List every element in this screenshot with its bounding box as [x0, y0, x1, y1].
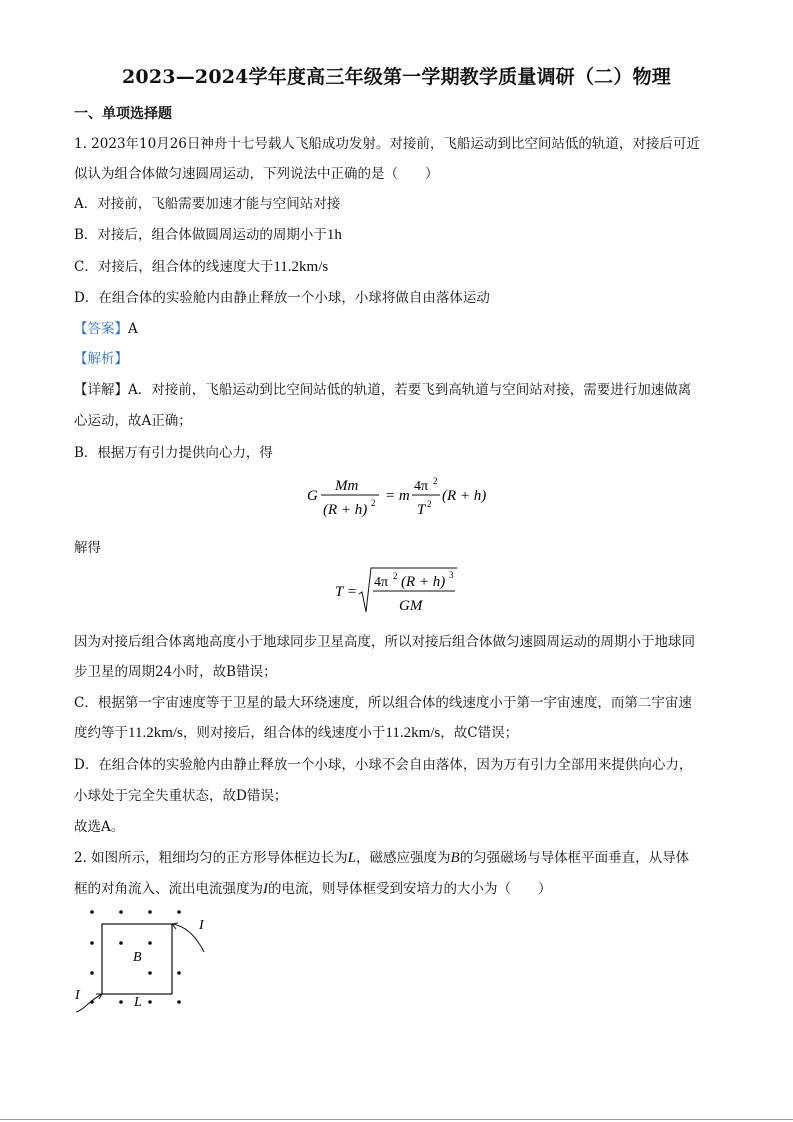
figure-label-I-out: I — [199, 918, 204, 933]
f2-lhs: T = — [335, 584, 357, 600]
q1-detail-line2: 心运动，故A正确； — [74, 413, 192, 429]
figure-label-I-in: I — [75, 988, 80, 1003]
formula-period — [333, 564, 473, 620]
q1-b-line: B．根据万有引力提供向心力，得 — [74, 445, 273, 461]
q1-option-c — [74, 257, 328, 277]
figure-label-B: B — [133, 950, 142, 965]
f1-numerator: Mm — [335, 478, 359, 494]
formula-gravity-centripetal — [305, 474, 505, 524]
detail-tag: 【详解】 — [74, 382, 128, 398]
field-dot — [177, 910, 181, 914]
answer-value: A — [128, 321, 138, 337]
field-dot — [177, 971, 181, 975]
q1-option-b-value: 1h — [326, 227, 342, 243]
q2-stem-line1 — [74, 848, 689, 868]
f2-numerator: 4π — [374, 575, 389, 590]
q1-option-c-text: C．对接后，组合体的线速度大于 — [74, 259, 274, 275]
c-line2-part3: ，故C错误； — [440, 725, 519, 741]
page-bottom-rule — [0, 1119, 793, 1120]
field-dot — [148, 941, 152, 945]
section-heading: 一、单项选择题 — [74, 106, 172, 122]
page-title: 2023—2024学年度高三年级第一学期教学质量调研（二）物理 — [122, 66, 671, 88]
field-dot — [148, 910, 152, 914]
f1-denominator2-exponent: 2 — [427, 499, 432, 509]
q2-stem-line2 — [74, 879, 552, 899]
field-dot — [148, 1000, 152, 1004]
c-line2-part2: ，则对接后，组合体的线速度小于 — [182, 725, 386, 741]
q1-solve-label: 解得 — [74, 540, 101, 556]
c-line2-part1: 度约等于 — [74, 725, 128, 741]
q1-option-b-text: B．对接后，组合体做圆周运动的周期小于 — [74, 227, 327, 243]
detail-text: A．对接前，飞船运动到比空间站低的轨道，若要飞到高轨道与空间站对接，需要进行加速做离 — [128, 382, 692, 398]
q2-var-L: L — [347, 850, 357, 866]
q1-b-conclusion-line2: 步卫星的周期24小时，故B错误； — [74, 664, 277, 680]
answer-tag: 【答案】 — [74, 321, 128, 337]
f1-denominator-exponent: 2 — [371, 498, 376, 508]
q1-stem-line2: 似认为组合体做匀速圆周运动，下列说法中正确的是（ ） — [74, 166, 439, 182]
q1-detail-line1 — [74, 380, 691, 400]
q2-figure — [68, 902, 218, 1018]
q2-var-I: I — [263, 881, 268, 897]
f1-G: G — [307, 488, 318, 504]
q1-c-line2 — [74, 723, 518, 743]
q2-line1-part3: 的匀强磁场与导体框平面垂直，从导体 — [459, 850, 690, 866]
f2-numerator-tail: (R + h) — [401, 574, 446, 590]
field-dot — [90, 971, 94, 975]
q1-conclusion: 故选A。 — [74, 819, 125, 835]
q1-answer — [74, 319, 138, 339]
current-in-wire — [76, 994, 102, 1012]
f1-numerator2: 4π — [414, 479, 429, 494]
f2-numerator-tail-exponent: 3 — [449, 570, 454, 580]
figure-label-L: L — [134, 995, 142, 1010]
q2-line1-part1: 2. 如图所示，粗细均匀的正方形导体框边长为 — [74, 850, 348, 866]
q1-option-d: D．在组合体的实验舱内由静止释放一个小球，小球将做自由落体运动 — [74, 290, 490, 306]
field-dot — [90, 941, 94, 945]
c-line2-value1: 11.2km/s — [128, 725, 183, 741]
field-dot — [177, 1000, 181, 1004]
q1-c-line1: C．根据第一宇宙速度等于卫星的最大环绕速度，所以组合体的线速度小于第一宇宙速度，而第二宇宙速 — [74, 695, 692, 711]
f1-numerator2-exponent: 2 — [433, 476, 438, 486]
field-dot — [119, 910, 123, 914]
field-dot — [148, 971, 152, 975]
q2-line1-part2: ，磁感应强度为 — [356, 850, 451, 866]
c-line2-value2: 11.2km/s — [385, 725, 441, 741]
q1-stem-line1: 1. 2023年10月26日神舟十七号载人飞船成功发射。对接前，飞船运动到比空间站低的轨道，对接后可近 — [74, 136, 700, 152]
q2-figure-svg — [68, 902, 218, 1018]
f1-tail: (R + h) — [442, 488, 487, 504]
q1-option-a: A．对接前，飞船需要加速才能与空间站对接 — [74, 196, 341, 212]
f1-denominator: (R + h) — [323, 502, 368, 518]
q2-line2-part1: 框的对角流入、流出电流强度为 — [74, 881, 263, 897]
q1-option-b — [74, 225, 342, 245]
field-dot — [119, 1000, 123, 1004]
q2-var-B: B — [450, 850, 460, 866]
formula-period-svg — [333, 564, 473, 620]
f1-denominator2: T — [417, 502, 426, 518]
current-out-arrow-icon — [172, 923, 178, 929]
analysis-tag: 【解析】 — [74, 351, 128, 367]
f2-denominator: GM — [399, 598, 423, 614]
field-dot — [119, 941, 123, 945]
q1-b-conclusion-line1: 因为对接后组合体离地高度小于地球同步卫星高度，所以对接后组合体做匀速圆周运动的周期小于地球同 — [74, 634, 695, 650]
f2-numerator-exponent: 2 — [393, 571, 398, 581]
q1-option-c-value: 11.2km/s — [273, 259, 329, 275]
formula-gravity-centripetal-svg — [305, 474, 505, 524]
field-dot — [90, 910, 94, 914]
f1-equals-m: = m — [385, 488, 410, 504]
q2-line2-part2: 的电流，则导体框受到安培力的大小为（ ） — [268, 881, 552, 897]
q1-d-line1: D．在组合体的实验舱内由静止释放一个小球，小球不会自由落体，因为万有引力全部用来提供向心力， — [74, 757, 693, 773]
q1-d-line2: 小球处于完全失重状态，故D错误； — [74, 788, 288, 804]
